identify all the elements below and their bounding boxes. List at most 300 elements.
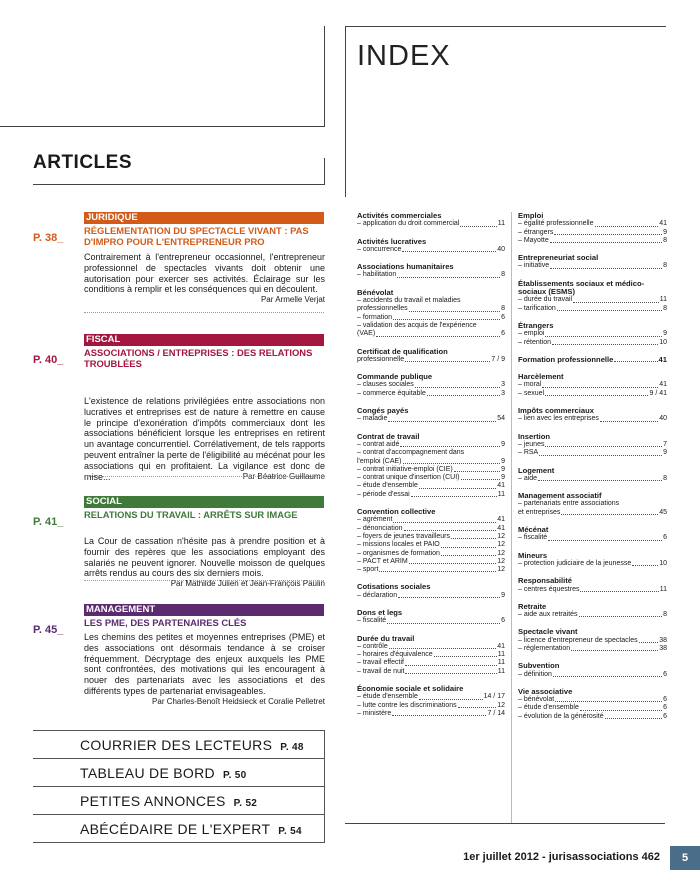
index-entry-label: – foyers de jeunes travailleurs [357,532,450,540]
index-heading: Cotisations sociales [357,582,431,592]
article-body [84,632,325,708]
index-entry-page: 41 [659,381,667,389]
article-text: L'existence de relations privilégiées entre associations non lucratives et entreprises est de nature à remettre en cause le principe d'exonération d'impôts commerciaux dont les associations bénéficient lorsque les entreprises en retirent un avantage concurrentiel. Corrélativement, de tels rapports peuvent entraîner la perte de l'éligibilité au mécénat pour les associations qui en profitaient. La vigilance est donc de mise... [84,396,325,482]
index-entry [357,592,505,600]
index-entry-page: 14 / 17 [483,693,505,701]
index-entry [357,558,505,566]
index-entry-label: – égalité professionnelle [518,220,594,228]
index-entry [518,560,667,568]
index-entry-page: 6 [501,617,505,625]
article-3[interactable] [33,604,325,714]
index-entry-page: 6 [663,696,667,704]
index-entry [518,509,667,517]
articles-title: ARTICLES [33,152,132,173]
index-entry-label: – PACT et ARIM [357,557,408,565]
rubrique-label [80,821,302,837]
index-entry-page: 8 [663,304,667,312]
index-leader [614,356,657,362]
index-entry-label: professionnelle [357,355,405,363]
index-entry-label: – maladie [357,415,388,423]
index-heading: Impôts commerciaux [518,406,594,416]
index-entry-label: – sport [357,566,379,574]
footer-rule [345,823,665,824]
index-heading: Responsabilité [518,576,573,586]
index-heading: Entrepreneuriat social [518,253,599,263]
index-heading: Retraite [518,601,547,611]
index-entry-page: 12 [497,566,505,574]
index-entry-page: 12 [497,557,505,565]
index-entry [518,671,667,679]
index-heading: Management associatif [518,491,602,501]
article-title: LES PME, DES PARTENAIRES CLÉS [84,617,247,628]
index-entry-label: – fiscalité [518,534,548,542]
index-leader [393,314,500,320]
index-entry-label: (VAE) [357,330,376,338]
index-entry-label: – contrat initiative-emploi (CIE) [357,465,453,473]
index-leader [538,475,662,481]
index-entry [357,474,505,482]
index-leader [409,305,501,311]
index-entry-page: 12 [497,532,505,540]
index-leader [545,441,662,447]
index-entry-page: 9 [663,228,667,236]
index-entry-page: 8 [663,474,667,482]
article-text: La Cour de cassation n'hésite pas à prendre position et à fournir des repères que les associations employant des salariés ne peuvent ignorer. Nouvelle moisson de quelques arrêts rendus au cours des six derniers mois. [84,536,325,579]
index-entry-label: – application du droit commercial [357,220,460,228]
index-heading: Subvention [518,661,560,671]
index-entry-page: 12 [497,701,505,709]
page-number: 5 [670,846,700,870]
index-entry [518,704,667,712]
index-leader [379,566,496,572]
index-leader [388,415,496,421]
index-leader [458,702,497,708]
index-entry [518,390,667,398]
index-entry [357,314,505,322]
index-entry-page: 8 [501,305,505,313]
index-title: INDEX [357,40,451,72]
article-author: Par Charles-Benoît Heidsieck et Coralie Pelletret [152,696,325,706]
index-leader [441,550,496,556]
article-0[interactable] [33,212,325,320]
index-entry-page: 41 [659,220,667,228]
index-entry-label: – agrément [357,516,393,524]
index-heading: Emploi [518,211,544,220]
index-leader [427,390,500,396]
index-entry-label: – RSA [518,449,539,457]
index-entry-label: – étude d'ensemble [357,693,418,701]
index-entry-page: 12 [497,549,505,557]
index-entry-label: – contrat aidé [357,440,400,448]
index-leader [557,305,662,311]
index-entry-label: – clauses sociales [357,381,414,389]
index-entry [357,466,505,474]
rubric-bar: FISCAL [84,334,324,346]
index-heading: Mécénat [518,525,549,535]
rubrique-page: P. 50 [222,770,247,781]
index-leader [411,491,497,497]
article-separator [84,476,324,477]
index-entry [518,237,667,245]
rubrique-page: P. 52 [233,798,258,809]
index-entry-label: – déclaration [357,591,398,599]
index-leader [405,356,490,362]
index-leader [460,220,496,226]
index-leader [397,271,500,277]
index-leader [552,339,658,345]
rubrique-title: TABLEAU DE BORD [80,765,215,781]
index-leader [561,509,658,515]
index-entry [357,491,505,499]
index-leader [571,645,658,651]
index-entry [518,611,667,619]
index-leader [376,330,500,336]
index-leader [398,592,500,598]
article-page: P. 40_ [33,354,64,366]
index-entry-page: 11 [497,220,505,228]
index-entry-label: – emploi [518,330,545,338]
index-leader [387,617,500,623]
index-entry-label: – durée du travail [518,296,573,304]
index-entry [518,713,667,721]
article-separator [84,312,324,313]
article-2[interactable] [33,496,325,588]
index-entry-label: – Mayotte [518,236,549,244]
index-entry-label: – moral [518,381,542,389]
index-entry [357,550,505,558]
index-entry [357,381,505,389]
index-entry [518,415,667,423]
index-leader [441,541,496,547]
index-entry-page: 7 [663,440,667,448]
index-entry-label: – horaires d'équivalence [357,651,433,659]
index-leader [400,441,500,447]
index-entry-page: 11 [659,585,667,593]
index-entry [518,381,667,389]
index-entry-page: 6 [663,704,667,712]
index-heading: Logement [518,465,555,475]
index-entry-label: – travail de nuit [357,667,405,675]
index-entry [357,693,505,701]
index-entry-page: 9 [501,457,505,465]
index-entry-page: 10 [659,338,667,346]
index-leader [595,220,659,226]
index-heading: Convention collective [357,507,436,517]
index-entry [518,296,667,304]
index-entry-label: – évolution de la générosité [518,712,604,720]
index-leader [542,381,658,387]
index-entry [357,651,505,659]
index-entry-page: 11 [659,296,667,304]
index-heading: Insertion [518,431,551,441]
index-divider [511,212,512,824]
index-entry-label: – aide [518,474,538,482]
index-entry [357,271,505,279]
index-entry [357,390,505,398]
index-entry [357,516,505,524]
index-entry-label: et entreprises [518,508,561,516]
index-leader [434,651,497,657]
index-entry-label: – habilitation [357,271,397,279]
index-entry-label: – réglementation [518,644,571,652]
rubric-bar: SOCIAL [84,496,324,508]
article-page: P. 45_ [33,624,64,636]
index-entry-label: – dénonciation [357,524,403,532]
index-entry [518,220,667,228]
index-heading: Associations humanitaires [357,262,454,272]
index-leader [555,696,662,702]
index-leader [553,671,662,677]
index-leader [392,710,486,716]
article-title: RÉGLEMENTATION DU SPECTACLE VIVANT : PAS D'IMPRO POUR L'ENTREPRENEUR PRO [84,225,309,247]
index-heading-label: Formation professionnelle [518,354,614,364]
index-entry-label: l'emploi (CAE) [357,457,402,465]
index-entry [357,441,505,449]
index-entry-page: 8 [663,611,667,619]
index-entry-page: 11 [497,667,505,675]
index-entry-page: 8 [663,236,667,244]
index-entry-page: 38 [659,636,667,644]
article-1[interactable] [33,334,325,484]
index-entry-label: – étude d'ensemble [357,482,418,490]
index-entry-label: – commerce équitable [357,389,426,397]
rubric-bar: MANAGEMENT [84,604,324,616]
article-title: ASSOCIATIONS / ENTREPRISES : DES RELATIONS TROUBLÉES [84,347,313,369]
article-text: Contrairement à l'entrepreneur occasionnel, l'entrepreneur professionnel de spectacles vivants doit obtenir une autorisation pour exercer ses activités. Éclairage sur les conditions à remplir et les conséquences qui en découlent. [84,252,325,295]
index-leader [639,637,659,643]
index-entry-page: 6 [663,534,667,542]
index-entry-page: 40 [659,415,667,423]
index-heading: Étrangers [518,320,554,330]
index-entry: – partenariats entre associations [518,500,620,508]
index-leader [545,390,648,396]
index-entry-label: – protection judiciaire de la jeunesse [518,559,632,567]
rubrique-page: P. 54 [278,826,302,837]
index-entry [518,475,667,483]
article-author: Par Béatrice Guillaume [242,471,325,481]
index-heading: Établissements sociaux et médico-sociaux (ESMS) [518,278,645,297]
index-entry-page: 8 [663,262,667,270]
index-entry-page: 41 [497,642,505,650]
index-entry-page: 7 / 9 [491,355,505,363]
index-heading: Activités commerciales [357,211,442,220]
index-leader [454,466,500,472]
index-entry [357,541,505,549]
article-author: Par Armelle Verjat [260,295,325,305]
index-entry-label: – lutte contre les discriminations [357,701,457,709]
index-leader [403,458,501,464]
index-heading-page: 41 [658,354,667,364]
index-leader [451,533,496,539]
index-heading: Spectacle vivant [518,627,578,637]
index-leader [548,534,662,540]
index-heading: Contrat de travail [357,431,420,441]
index-entry-page: 9 [663,330,667,338]
index-entry-label: – contrat unique d'insertion (CUI) [357,474,460,482]
index-leader [405,659,497,665]
index-entry [357,458,505,466]
index-leader [632,560,658,566]
rubrique-label [80,793,257,809]
index-leader [393,516,496,522]
index-entry-page: 9 / 41 [649,389,667,397]
index-entry-page: 40 [497,245,505,253]
index-entry-label: – licence d'entrepreneur de spectacles [518,636,638,644]
index-entry-label: – étude d'ensemble [518,704,579,712]
index-entry-page: 11 [497,651,505,659]
index-leader [415,381,500,387]
index-heading: Certificat de qualification [357,346,448,356]
index-leader [550,237,662,243]
index-entry-page: 3 [501,381,505,389]
index-entry-page: 6 [501,330,505,338]
index-heading: Vie associative [518,686,573,696]
index-leader [554,229,662,235]
index-entry-label: – missions locales et PAIO [357,541,440,549]
article-body [84,252,325,306]
index-heading: Dons et legs [357,607,403,617]
article-separator [84,580,324,581]
index-entry-page: 9 [501,591,505,599]
index-entry-page: 11 [497,659,505,667]
article-author: Par Mathilde Julien et Jean-François Paulin [170,579,325,589]
index-leader [419,482,496,488]
index-leader [389,643,496,649]
index-leader [605,713,662,719]
index-entry-page: 41 [497,482,505,490]
index-heading: Économie sociale et solidaire [357,684,464,694]
index-entry-label: – jeunes [518,440,545,448]
index-entry [518,262,667,270]
rubrique-label [80,765,247,781]
index-entry-label: – bénévolat [518,696,555,704]
index-entry: – contrat d'accompagnement dans [357,449,465,457]
index-leader [405,668,496,674]
rubrique-line[interactable] [33,814,325,843]
index-entry-label: – formation [357,313,393,321]
index-entry-page: 10 [659,559,667,567]
index-entry [357,643,505,651]
index-entry-label: – définition [518,670,552,678]
index-entry-page: 54 [497,415,505,423]
index-entry-page: 9 [501,440,505,448]
index-entry-label: – tarification [518,304,556,312]
index-entry-page: 6 [501,313,505,321]
index-leader [600,415,658,421]
rubrique-title: PETITES ANNONCES [80,793,226,809]
index-entry [357,533,505,541]
index-column-right [518,212,667,721]
index-entry [357,668,505,676]
index-heading: Activités lucratives [357,236,427,246]
article-body [84,536,325,590]
index-entry [518,305,667,313]
index-entry-page: 3 [501,389,505,397]
index-entry [357,710,505,718]
index-entry [518,696,667,704]
index-entry-page: 12 [497,541,505,549]
index-heading: Bénévolat [357,287,394,297]
index-entry-page: 8 [501,271,505,279]
index-entry [357,702,505,710]
index-entry-label: – période d'essai [357,490,410,498]
index-leader [579,611,663,617]
index-entry-page: 6 [663,712,667,720]
index-entry-label: – contrôle [357,642,388,650]
index-entry-page: 11 [497,490,505,498]
index-entry [357,415,505,423]
index-leader [461,474,501,480]
article-title: RELATIONS DU TRAVAIL : ARRÊTS SUR IMAGE [84,509,298,520]
index-leader [404,525,497,531]
index-entry-label: – ministère [357,709,392,717]
index-leader [573,296,659,302]
index-entry-page: 9 [501,465,505,473]
index-entry: – validation des acquis de l'expérience [357,321,477,329]
index-heading: Congés payés [357,406,409,416]
rubrique-line[interactable] [33,758,325,786]
index-entry [357,356,505,364]
rubriques-list [33,730,325,843]
index-leader [550,262,662,268]
index-entry [357,617,505,625]
index-entry [357,246,505,254]
index-entry-label: professionnelles [357,305,408,313]
index-entry-page: 45 [659,508,667,516]
index-entry [518,645,667,653]
index-leader [409,558,497,564]
index-entry-label: – fiscalité [357,617,387,625]
index-leader [545,330,662,336]
index-entry [357,482,505,490]
index-entry-label: – rétention [518,338,552,346]
index-entry [357,525,505,533]
index-entry-label: – aide aux retraités [518,611,578,619]
index-entry [518,441,667,449]
rubrique-line[interactable] [33,786,325,814]
index-entry [357,305,505,313]
rubrique-line[interactable] [33,730,325,758]
rubric-bar: JURIDIQUE [84,212,324,224]
index-entry [518,637,667,645]
index-entry [357,659,505,667]
index-leader [419,693,483,699]
index-heading: Mineurs [518,550,548,560]
index-entry-label: – centres équestres [518,585,580,593]
index-entry-label: – concurrence [357,245,402,253]
index-heading: Harcèlement [518,372,564,382]
index-entry [518,330,667,338]
index-leader [402,246,496,252]
index-entry [518,586,667,594]
article-body [84,396,325,482]
rubrique-title: COURRIER DES LECTEURS [80,737,273,753]
index-leader [580,586,658,592]
index-heading [518,356,667,364]
index-entry [357,220,505,228]
index-leader [580,704,662,710]
index-entry [518,229,667,237]
index-entry [357,566,505,574]
index-entry-label: – travail effectif [357,659,404,667]
index-entry-label: – initiative [518,262,550,270]
index-entry-label: – organismes de formation [357,549,440,557]
index-entry-page: 41 [497,524,505,532]
index-entry-page: 9 [501,474,505,482]
index-entry-page: 9 [663,449,667,457]
index-entry-label: – sexuel [518,389,545,397]
index-entry-label: – lien avec les entreprises [518,415,599,423]
